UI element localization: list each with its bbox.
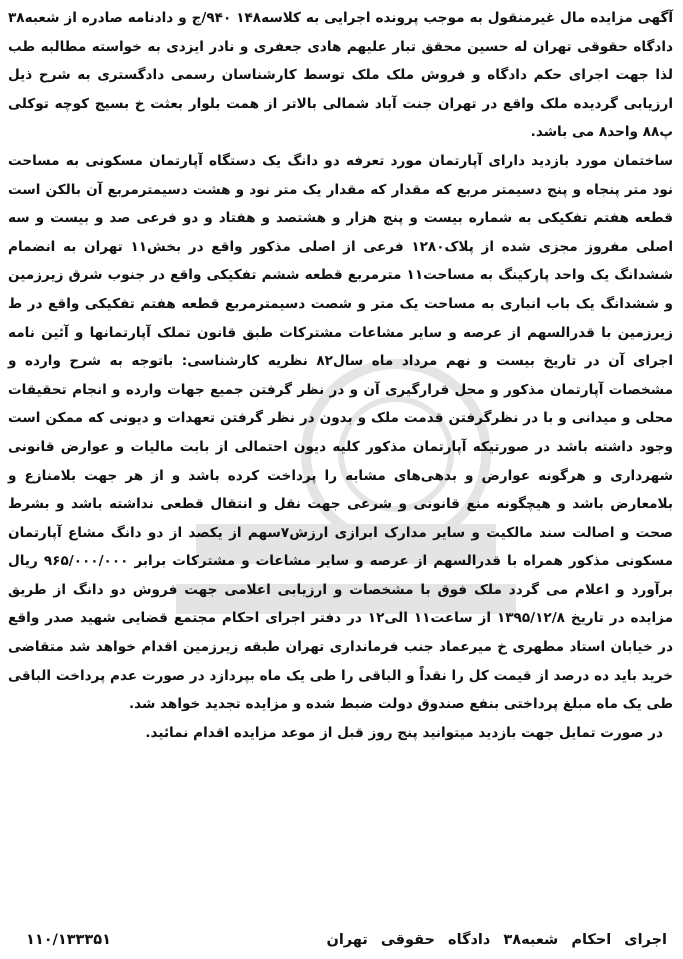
auction-notice (6, 4, 677, 955)
notice-intro-paragraph: آگهی مزایده مال غیرمنقول به موجب پرونده اجرایی به کلاسه۱۴۸ ۹۴۰/ج و دادنامه صادره از شعبه۳۸ دادگاه حقوقی تهران له حسین محقق تبار علیهم هادی جعفری و نادر ایزدی به خواسته مطالبه طب لذا جهت اجرای حکم دادگاه و فروش ملک ملک توسط کارشناسان رسمی دادگستری به شرح ذیل ارزیابی گردیده ملک واقع در تهران جنت آباد شمالی بالاتر از همت بلوار بعثت خ بسیج کوچه توکلی پ۸۸ واحد۸ می باشد. (8, 10, 674, 141)
reference-number: ۱۱۰/۱۳۳۳۵۱ (26, 932, 111, 948)
notice-footer (6, 927, 677, 953)
notice-body-paragraph: ساختمان مورد بازدید دارای آپارتمان مورد تعرفه دو دانگ یک دستگاه آپارتمان مسکونی به مساحت نود متر پنجاه و پنج دسیمتر مربع که مقدار که مقدار یک متر نود و هشت دسیمترمربع آن بالکن است قطعه هفتم تفکیکی به شماره بیست و پنج هزار و هشتصد و هفتاد و دو فرعی صد و بیست و سه اصلی مفروز مجزی شده از پلاک۱۲۸۰ فرعی از اصلی مذکور واقع در بخش۱۱ تهران به انضمام ششدانگ یک واحد پارکینگ به مساحت۱۱ مترمربع قطعه ششم تفکیکی واقع در جنوب شرق زیرزمین و ششدانگ یک باب انباری به مساحت یک متر و شصت دسیمترمربع قطعه هفتم تفکیکی واقع در ط زیرزمین با قدرالسهم از عرصه و سایر مشاعات مشترکات طبق قانون تملک آپارتمانها و آئین نامه اجرای آن در تاریخ بیست و نهم مرداد ماه سال۸۲ نظریه کارشناسی: باتوجه به شرح وارده و مشخصات آپارتمان مذکور و محل قرارگیری آن و در نظر گرفتن جمیع جهات وارده و انجام تحقیقات محلی و میدانی و با در نظرگرفتن قدمت ملک و بدون در نظر گرفتن تعهدات و دیونی که ممکن است وجود داشته باشد در صورتیکه آپارتمان مذکور کلیه دیون احتمالی از بابت مالیات و عوارض قانونی شهرداری و هرگونه عوارض و بدهی‌های مشابه را پرداخت کرده باشد و از هر جهت بلامنازع و بلامعارض باشد و هیچگونه منع قانونی و شرعی جهت نقل و انتقال قطعی نداشته باشد و بشرط صحت و اصالت سند مالکیت و سایر مدارک ابرازی ارزش۷سهم از یکصد از دو دانگ مشاع آپارتمان مسکونی مذکور همراه با قدرالسهم از عرصه و سایر مشاعات و مشترکات برابر ۹۶۵/۰۰۰/۰۰۰ ریال برآورد و اعلام می گردد ملک فوق با مشخصات و ارزیابی اعلامی جهت فروش دو دانگ از طریق مزایده در تاریخ ۱۳۹۵/۱۲/۸ از ساعت۱۱ الی۱۲ در دفتر اجرای احکام مجتمع قضایی شهید صدر واقع در خیابان استاد مطهری خ میرعماد جنب فرمانداری تهران طبقه زیرزمین اقدام خواهد شد متقاضی خرید باید ده درصد از قیمت کل را نقداً و الباقی را طی یک ماه بپردازد در صورت عدم پرداخت الباقی طی یک ماه مبلغ پرداختی بنفع صندوق دولت ضبط شده و مزایده تجدید خواهد شد. (8, 152, 674, 713)
notice-visit-paragraph: در صورت تمایل جهت بازدید میتوانید پنج روز قبل از موعد مزایده اقدام نمائید. (145, 724, 663, 741)
issuer-signature: اجرای احکام شعبه۳۸ دادگاه حقوقی تهران (326, 932, 667, 948)
